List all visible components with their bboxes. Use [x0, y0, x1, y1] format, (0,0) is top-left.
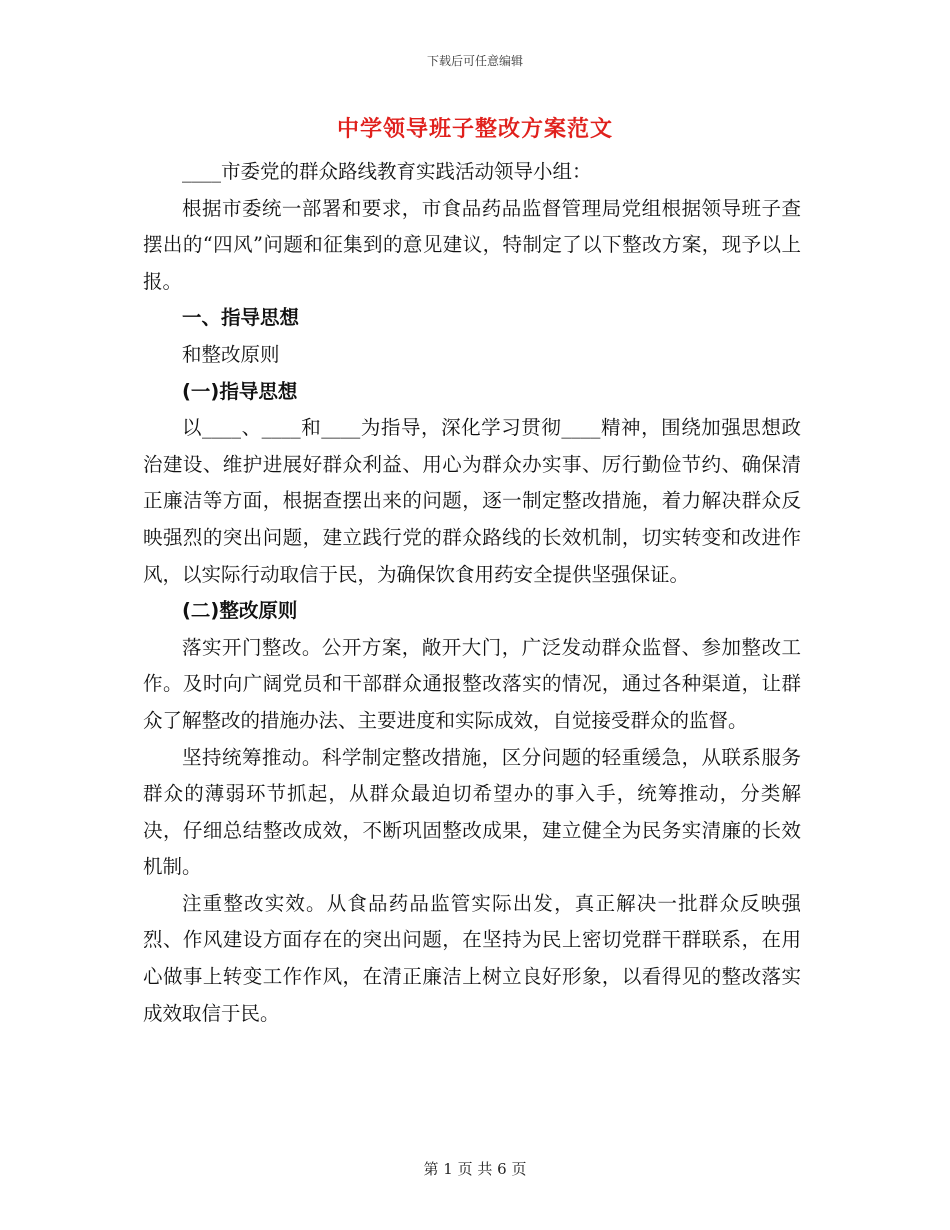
section-heading-1: 一、指导思想	[182, 306, 300, 330]
intro-paragraph: 根据市委统一部署和要求，市食品药品监督管理局党组根据领导班子查摆出的“四风”问题和征集到的意见建议，特制定了以下整改方案，现予以上报。	[143, 196, 801, 293]
document-body	[143, 154, 801, 1032]
principle-paragraph-1: 落实开门整改。公开方案，敞开大门，广泛发动群众监督、参加整改工作。及时向广阔党员和干部群众通报整改落实的情况，通过各种渠道，让群众了解整改的措施办法、主要进度和实际成效，自觉接受群众的监督。	[143, 635, 801, 732]
header-note: 下载后可任意编辑	[426, 54, 523, 68]
principle-paragraph-2: 坚持统筹推动。科学制定整改措施，区分问题的轻重缓急，从联系服务群众的薄弱环节抓起，从群众最迫切希望办的事入手，统筹推动，分类解决，仔细总结整改成效，不断巩固整改成果，建立健全为民务实清廉的长效机制。	[143, 745, 801, 879]
principle-paragraph-3: 注重整改实效。从食品药品监管实际出发，真正解决一批群众反映强烈、作风建设方面存在的突出问题，在坚持为民上密切党群干群联系，在用心做事上转变工作作风，在清正廉洁上树立良好形象，以看得见的整改落实成效取信于民。	[143, 891, 801, 1025]
document-title: 中学领导班子整改方案范文	[336, 116, 613, 142]
addressee-line: ____市委党的群众路线教育实践活动领导小组：	[182, 160, 592, 183]
section-heading-1-continued: 和整改原则	[182, 342, 280, 366]
subsection-heading-1: (一)指导思想	[182, 379, 298, 403]
page-number: 第 1 页 共 6 页	[423, 1160, 527, 1178]
subsection-heading-2: (二)整改原则	[182, 599, 298, 623]
guiding-thought-paragraph: 以____、____和____为指导，深化学习贯彻____精神，围绕加强思想政治建设、维护进展好群众利益、用心为群众办实事、厉行勤俭节约、确保清正廉洁等方面，根据查摆出来的问题，逐一制定整改措施，着力解决群众反映强烈的突出问题，建立践行党的群众路线的长效机制，切实转变和改进作风，以实际行动取信于民，为确保饮食用药安全提供坚强保证。	[143, 416, 801, 586]
